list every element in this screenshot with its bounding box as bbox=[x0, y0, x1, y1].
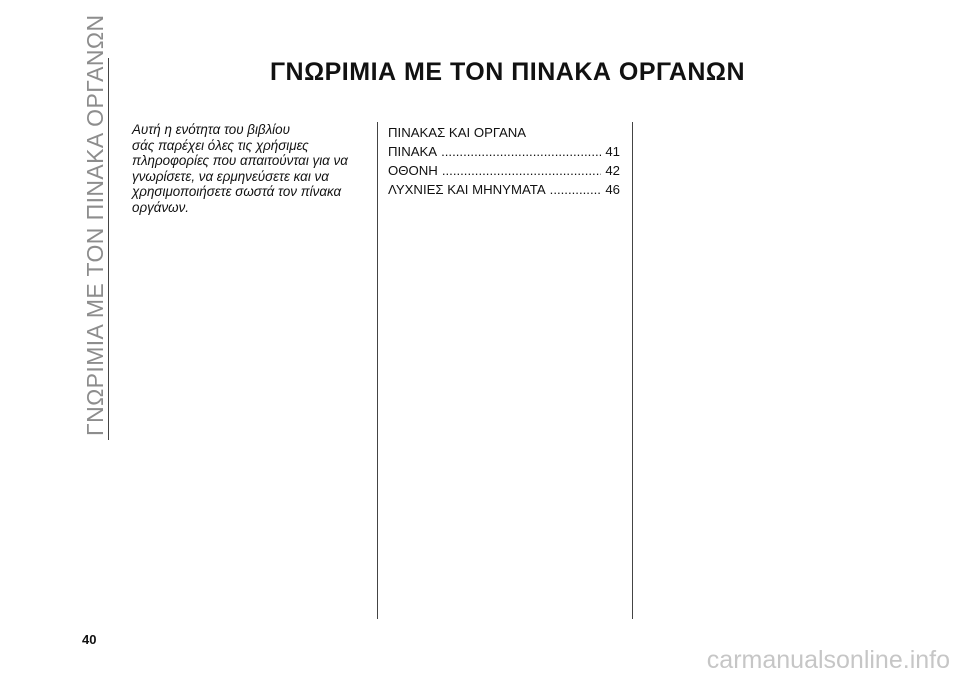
intro-line: χρησιμοποιήσετε σωστά τον πίνακα bbox=[132, 184, 342, 200]
toc-heading: ΠΙΝΑΚΑΣ ΚΑΙ ΟΡΓΑΝΑ bbox=[388, 125, 527, 140]
toc-entry-page: 41 bbox=[605, 144, 620, 159]
toc-entry-panel[interactable] bbox=[388, 142, 620, 161]
side-section-title: ΓΝΩΡΙΜΙΑ ΜΕ ΤΟΝ ΠΙΝΑΚΑ ΟΡΓΑΝΩΝ bbox=[82, 14, 108, 436]
toc-entry-warning-lights[interactable] bbox=[388, 180, 620, 199]
page-number: 40 bbox=[82, 632, 97, 647]
toc-entry-label: ΛΥΧΝΙΕΣ ΚΑΙ ΜΗΝΥΜΑΤΑ bbox=[388, 182, 546, 197]
intro-line: γνωρίσετε, να ερμηνεύσετε και να bbox=[132, 168, 329, 184]
table-of-contents bbox=[388, 123, 620, 199]
toc-leader-dots bbox=[441, 142, 601, 161]
column-divider-left bbox=[377, 122, 378, 619]
toc-entry-page: 42 bbox=[605, 163, 620, 178]
intro-line: σάς παρέχει όλες τις χρήσιμες bbox=[132, 137, 309, 153]
toc-entry-display[interactable] bbox=[388, 161, 620, 180]
toc-leader-dots bbox=[442, 161, 602, 180]
intro-line: οργάνων. bbox=[132, 199, 189, 215]
watermark: carmanualsonline.info bbox=[706, 646, 950, 674]
page-title: ΓΝΩΡΙΜΙΑ ΜΕ ΤΟΝ ΠΙΝΑΚΑ ΟΡΓΑΝΩΝ bbox=[270, 58, 746, 86]
column-divider-right bbox=[632, 122, 633, 619]
intro-line: Αυτή η ενότητα του βιβλίου bbox=[132, 122, 290, 137]
toc-leader-dots bbox=[550, 180, 602, 199]
toc-entry-label: ΟΘΟΝΗ bbox=[388, 163, 438, 178]
toc-entry-page: 46 bbox=[605, 182, 620, 197]
toc-entry-label: ΠΙΝΑΚΑ bbox=[388, 144, 438, 159]
intro-line: πληροφορίες που απαιτούνται για να bbox=[132, 153, 348, 169]
side-divider bbox=[108, 58, 109, 440]
intro-text bbox=[132, 122, 372, 216]
